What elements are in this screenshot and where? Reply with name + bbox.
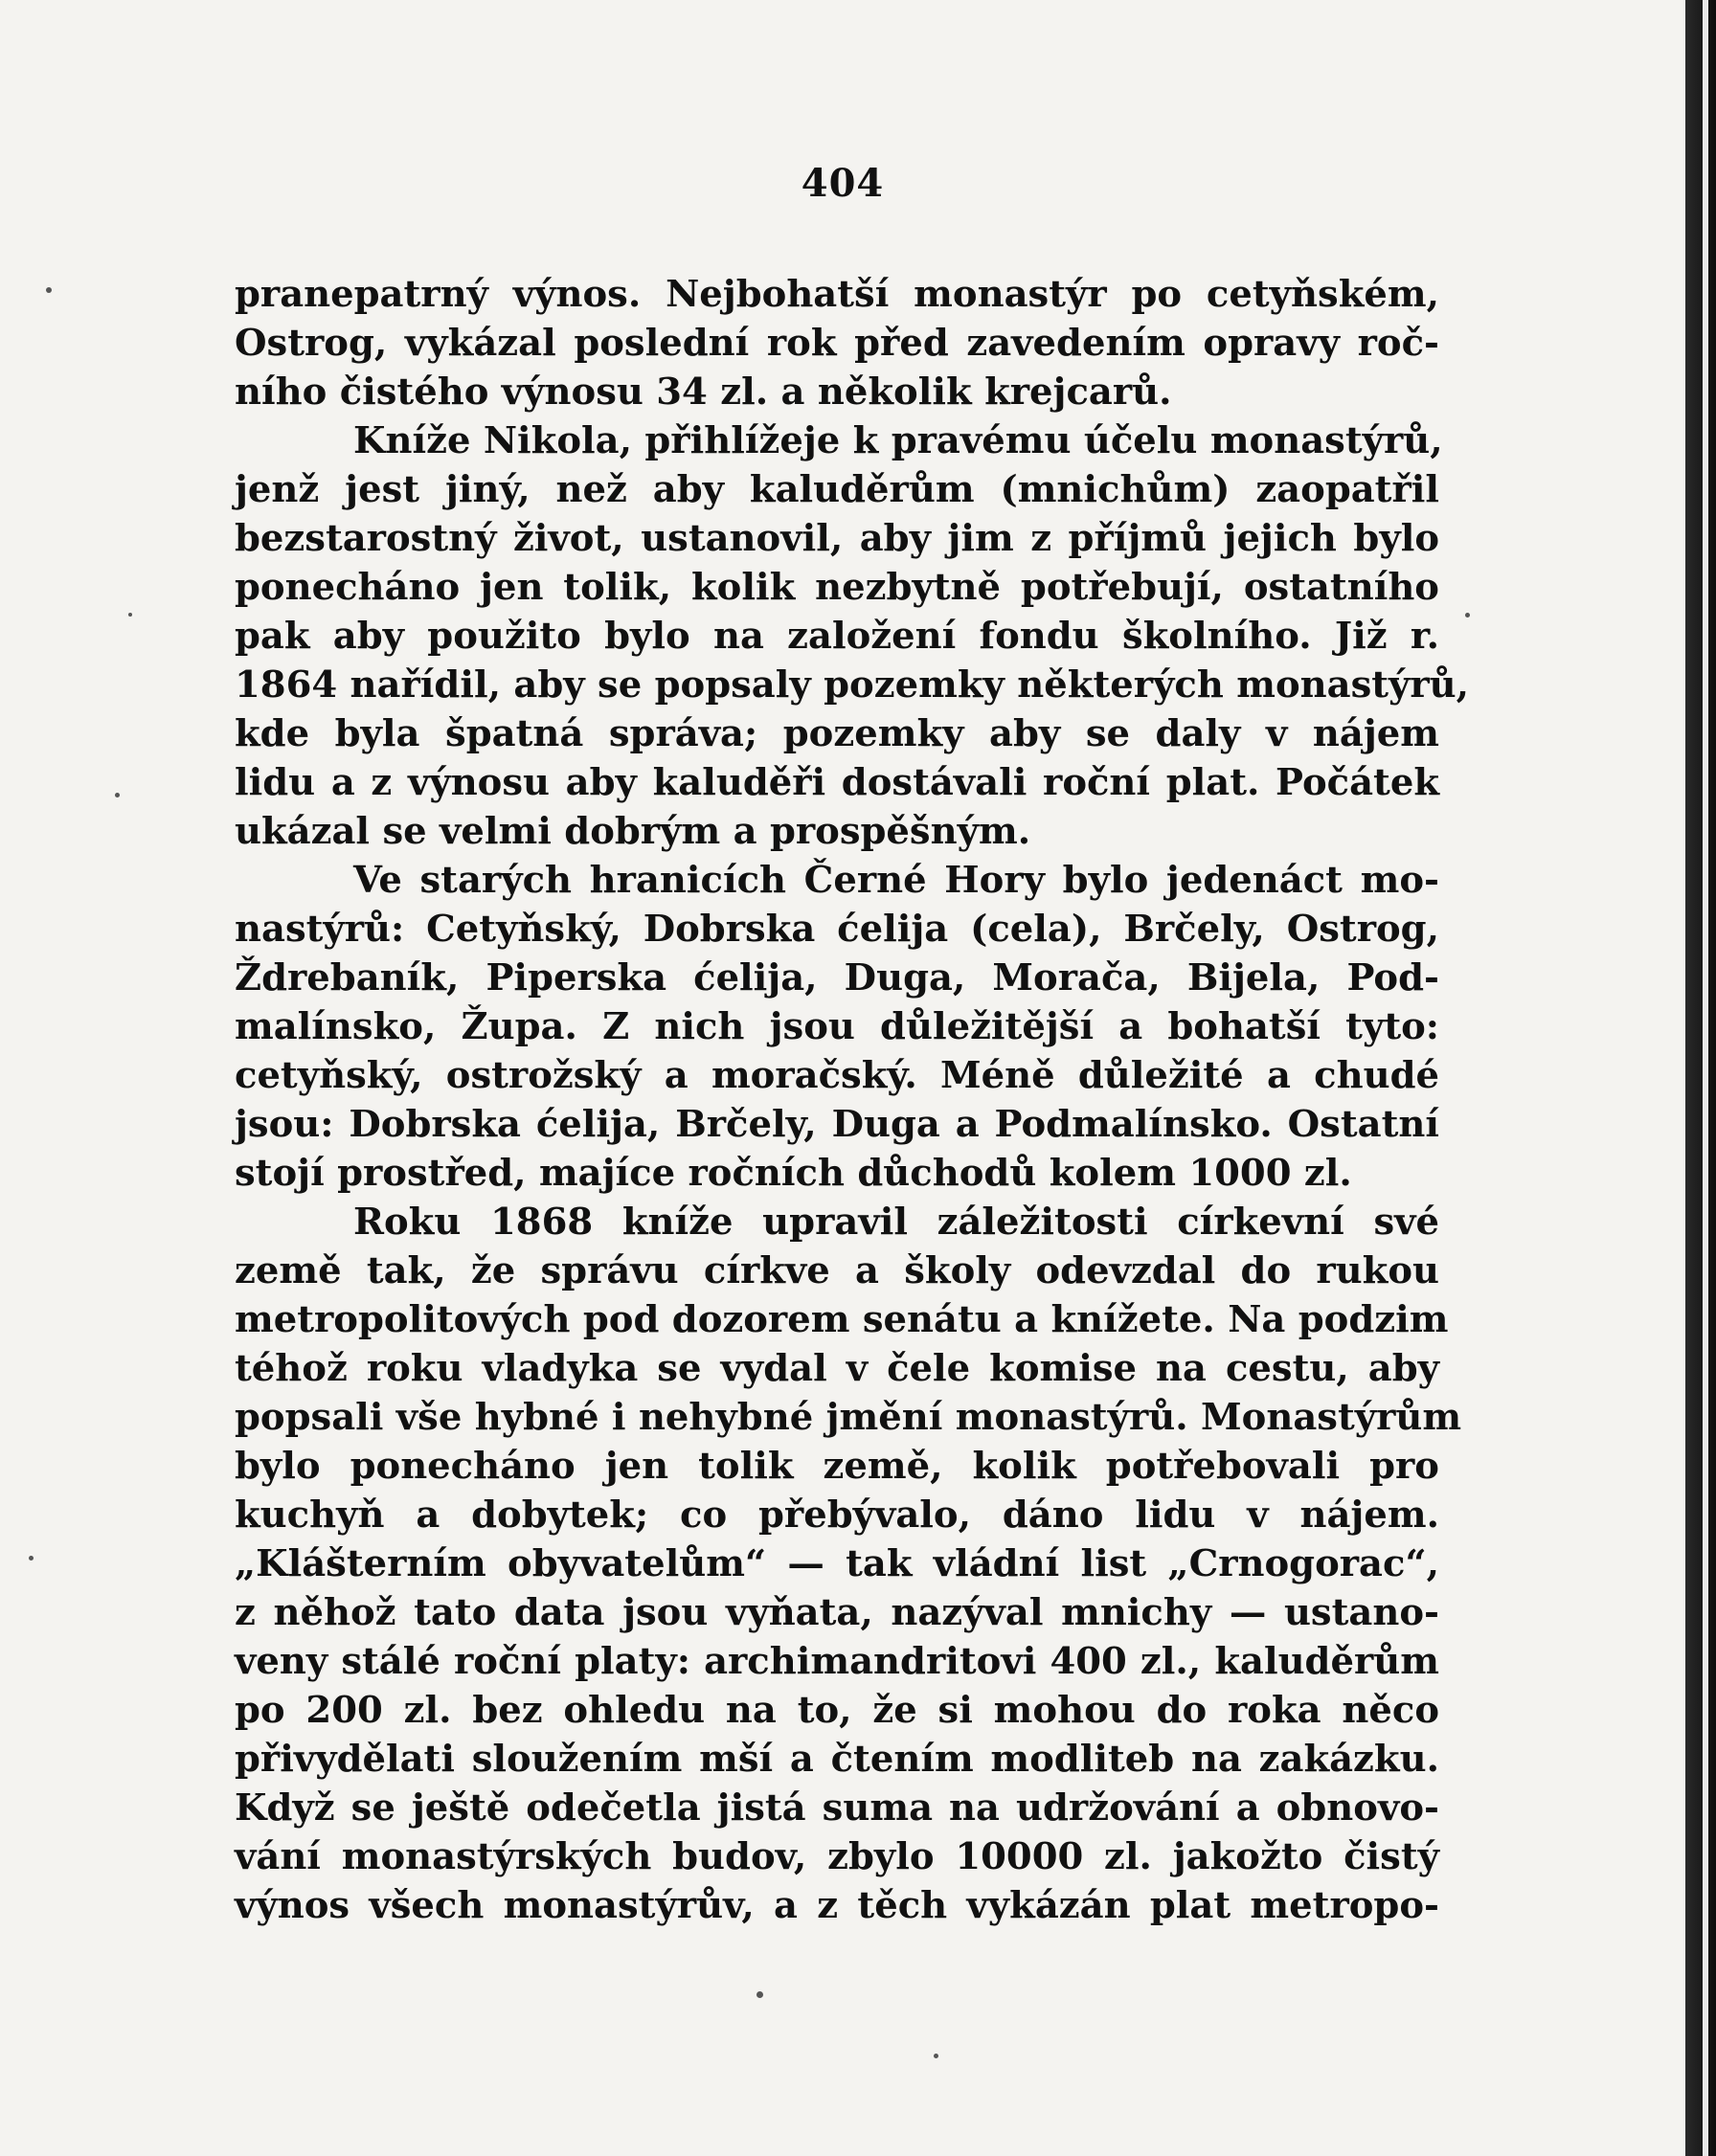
text-line: ponecháno jen tolik, kolik nezbytně potřebují, ostatního: [235, 566, 1439, 609]
text-line: malínsko, Župa. Z nich jsou důležitější a bohatší tyto:: [235, 1005, 1439, 1048]
scan-speck: [1465, 613, 1470, 618]
scan-speck: [934, 2054, 938, 2058]
text-line: Kníže Nikola, přihlížeje k pravému účelu monastýrů,: [353, 419, 1443, 462]
text-line: bylo ponecháno jen tolik země, kolik potřebovali pro: [235, 1445, 1439, 1488]
scan-speck: [29, 1556, 34, 1561]
text-line: jsou: Dobrska ćelija, Brčely, Duga a Podmalínsko. Ostatní: [235, 1103, 1439, 1146]
text-line: cetyňský, ostrožský a moračský. Méně důležité a chudé: [235, 1054, 1439, 1097]
text-line: ního čistého výnosu 34 zl. a několik krejcarů.: [235, 371, 1172, 414]
text-line: bezstarostný život, ustanovil, aby jim z příjmů jejich bylo: [235, 517, 1439, 560]
text-line: Ždrebaník, Piperska ćelija, Duga, Morača, Bijela, Pod-: [235, 956, 1439, 999]
text-line: Ve starých hranicích Černé Hory bylo jedenáct mo-: [353, 859, 1439, 902]
text-line: výnos všech monastýrův, a z těch vykázán plat metropo-: [235, 1884, 1439, 1927]
text-line: ukázal se velmi dobrým a prospěšným.: [235, 810, 1031, 853]
text-line: kde byla špatná správa; pozemky aby se daly v nájem: [235, 712, 1439, 755]
text-line: z něhož tato data jsou vyňata, nazýval mnichy — ustano-: [235, 1591, 1439, 1634]
text-line: země tak, že správu církve a školy odevzdal do rukou: [235, 1249, 1439, 1292]
page-number: 404: [801, 161, 885, 206]
scan-speck: [46, 287, 52, 293]
text-line: pak aby použito bylo na založení fondu školního. Již r.: [235, 615, 1439, 658]
text-line: téhož roku vladyka se vydal v čele komise na cestu, aby: [235, 1347, 1439, 1390]
text-line: metropolitových pod dozorem senátu a knížete. Na podzim: [235, 1298, 1449, 1341]
text-line: kuchyň a dobytek; co přebývalo, dáno lidu v nájem.: [235, 1493, 1439, 1537]
text-line: Když se ještě odečetla jistá suma na udržování a obnovo-: [235, 1786, 1439, 1830]
text-line: popsali vše hybné i nehybné jmění monastýrů. Monastýrům: [235, 1396, 1462, 1439]
text-line: „Klášterním obyvatelům“ — tak vládní list „Crnogorac“,: [235, 1542, 1439, 1585]
scan-speck: [115, 793, 120, 797]
text-line: přivydělati sloužením mší a čtením modliteb na zakázku.: [235, 1738, 1439, 1781]
page-edge-shadow: [1685, 0, 1716, 2156]
text-line: vání monastýrských budov, zbylo 10000 zl. jakožto čistý: [235, 1835, 1439, 1878]
scan-speck: [128, 613, 132, 617]
text-line: po 200 zl. bez ohledu na to, že si mohou do roka něco: [235, 1689, 1439, 1732]
text-line: nastýrů: Cetyňský, Dobrska ćelija (cela), Brčely, Ostrog,: [235, 908, 1439, 951]
text-line: veny stálé roční platy: archimandritovi 400 zl., kaluděrům: [235, 1640, 1439, 1683]
text-line: pranepatrný výnos. Nejbohatší monastýr po cetyňském,: [235, 273, 1439, 316]
scan-speck: [756, 1991, 763, 1998]
text-line: Ostrog, vykázal poslední rok před zavedením opravy roč-: [235, 322, 1439, 365]
text-line: Roku 1868 kníže upravil záležitosti církevní své: [353, 1201, 1439, 1244]
text-line: jenž jest jiný, než aby kaluděrům (mnichům) zaopatřil: [235, 468, 1439, 511]
text-line: stojí prostřed, majíce ročních důchodů kolem 1000 zl.: [235, 1152, 1352, 1195]
text-line: lidu a z výnosu aby kaluděři dostávali roční plat. Počátek: [235, 761, 1439, 804]
text-line: 1864 nařídil, aby se popsaly pozemky některých monastýrů,: [235, 663, 1470, 707]
page-edge-fold: [1703, 0, 1708, 2156]
body-text: [235, 270, 1470, 1930]
